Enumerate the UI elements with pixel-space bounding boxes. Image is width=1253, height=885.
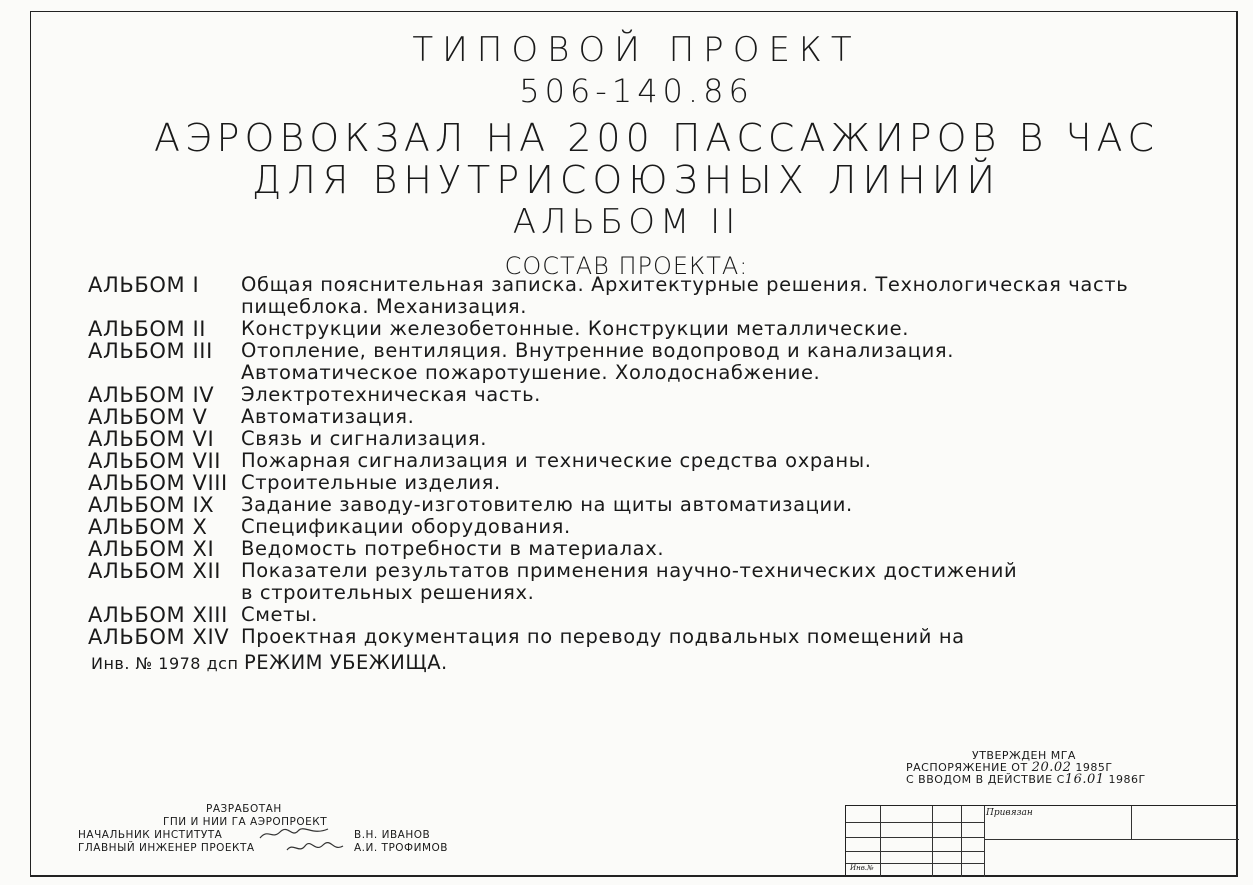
inventory-prefix: Инв. № bbox=[91, 654, 153, 673]
album-description-line: Спецификации оборудования. bbox=[241, 515, 571, 538]
project-title-line1: АЭРОВОКЗАЛ НА 200 ПАССАЖИРОВ В ЧАС bbox=[154, 116, 1159, 160]
album-description-line: Показатели результатов применения научно-технических достижений bbox=[241, 559, 1018, 582]
album-label: АЛЬБОМ III bbox=[88, 339, 213, 363]
album-description bbox=[241, 274, 1168, 318]
album-description-line: Общая пояснительная записка. Архитектурные решения. Технологическая часть bbox=[241, 273, 1129, 296]
album-description-line: Строительные изделия. bbox=[241, 471, 501, 494]
album-list bbox=[88, 274, 1168, 648]
album-description bbox=[241, 384, 1168, 406]
effective-date: 16.01 bbox=[1064, 772, 1105, 787]
album-description bbox=[241, 494, 1168, 516]
title-stamp bbox=[845, 805, 1238, 877]
stamp-row-line bbox=[846, 851, 984, 852]
stamp-divider bbox=[1131, 806, 1132, 839]
album-description bbox=[241, 406, 1168, 428]
album-row bbox=[88, 318, 1168, 340]
stamp-divider bbox=[880, 806, 881, 877]
stamp-row-line bbox=[846, 837, 984, 838]
album-row bbox=[88, 538, 1168, 560]
album-description-line: пищеблока. Механизация. bbox=[241, 295, 528, 318]
album-row bbox=[88, 406, 1168, 428]
inventory-value: 1978 bbox=[158, 654, 201, 673]
chief-engineer-signature bbox=[285, 840, 345, 856]
chief-engineer-name: А.И. ТРОФИМОВ bbox=[354, 842, 448, 854]
album-row bbox=[88, 450, 1168, 472]
album-row bbox=[88, 604, 1168, 626]
stamp-divider bbox=[932, 806, 933, 877]
album-description-line: Электротехническая часть. bbox=[241, 383, 541, 406]
project-contents-heading: СОСТАВ ПРОЕКТА: bbox=[504, 252, 749, 280]
album-description-line: Конструкции железобетонные. Конструкции металлические. bbox=[241, 317, 910, 340]
director-role: НАЧАЛЬНИК ИНСТИТУТА bbox=[78, 829, 223, 841]
album-row bbox=[88, 560, 1168, 604]
album-row bbox=[88, 626, 1168, 648]
inventory-suffix: дсп bbox=[206, 654, 239, 673]
album-description-line: Автоматизация. bbox=[241, 405, 415, 428]
chief-engineer-role: ГЛАВНЫЙ ИНЖЕНЕР ПРОЕКТА bbox=[78, 842, 255, 854]
director-name: В.Н. ИВАНОВ bbox=[354, 829, 431, 841]
album-description bbox=[241, 318, 1168, 340]
album-description-line: Пожарная сигнализация и технические средства охраны. bbox=[241, 449, 872, 472]
stamp-divider bbox=[961, 806, 962, 877]
album-label: АЛЬБОМ XI bbox=[88, 537, 215, 561]
chief-engineer-line bbox=[78, 842, 448, 855]
album-description-line: Задание заводу-изготовителю на щиты автоматизации. bbox=[241, 493, 853, 516]
album-label: АЛЬБОМ I bbox=[88, 273, 200, 297]
album-description-line: Отопление, вентиляция. Внутренние водопровод и канализация. bbox=[241, 339, 954, 362]
inventory-number bbox=[91, 651, 448, 674]
stamp-inv-label: Инв.№ bbox=[850, 864, 874, 872]
effective-prefix: С ВВОДОМ В ДЕЙСТВИЕ С bbox=[906, 773, 1065, 786]
album-row bbox=[88, 384, 1168, 406]
order-year: 1985Г bbox=[1075, 761, 1113, 774]
album-description-line: Автоматическое пожаротушение. Холодоснабжение. bbox=[241, 361, 821, 384]
effective-line bbox=[906, 774, 1146, 786]
album-row bbox=[88, 516, 1168, 538]
album-label: АЛЬБОМ IV bbox=[88, 383, 215, 407]
project-title-line2: ДЛЯ ВНУТРИСОЮЗНЫХ ЛИНИЙ bbox=[251, 158, 1002, 202]
album-label: АЛЬБОМ VIII bbox=[88, 471, 228, 495]
album-description-line: Связь и сигнализация. bbox=[241, 427, 488, 450]
album-label: АЛЬБОМ XIV bbox=[88, 625, 230, 649]
album-row bbox=[88, 494, 1168, 516]
album-description bbox=[241, 428, 1168, 450]
album-description bbox=[241, 604, 1168, 626]
album-label: АЛЬБОМ X bbox=[88, 515, 208, 539]
album-description-line: в строительных решениях. bbox=[241, 581, 535, 604]
project-type-title: ТИПОВОЙ ПРОЕКТ bbox=[412, 30, 861, 70]
album-description bbox=[241, 626, 1168, 648]
album-description bbox=[241, 516, 1168, 538]
album-title: АЛЬБОМ II bbox=[512, 202, 741, 242]
album-description bbox=[241, 538, 1168, 560]
album-description bbox=[241, 472, 1168, 494]
album-row bbox=[88, 472, 1168, 494]
album-row bbox=[88, 340, 1168, 384]
bound-label: Привязан bbox=[986, 808, 1033, 818]
effective-year: 1986Г bbox=[1108, 773, 1146, 786]
stamp-row-line bbox=[984, 839, 1239, 840]
developer-heading: РАЗРАБОТАН bbox=[206, 803, 282, 815]
album-label: АЛЬБОМ II bbox=[88, 317, 207, 341]
album-description bbox=[241, 560, 1168, 604]
order-prefix: РАСПОРЯЖЕНИЕ ОТ bbox=[906, 761, 1028, 774]
album-xiv-continuation: РЕЖИМ УБЕЖИЩА. bbox=[244, 651, 448, 674]
album-description bbox=[241, 450, 1168, 472]
stamp-row-line bbox=[846, 822, 984, 823]
stamp-divider bbox=[984, 806, 985, 877]
album-label: АЛЬБОМ IX bbox=[88, 493, 215, 517]
album-description-line: Сметы. bbox=[241, 603, 318, 626]
album-description bbox=[241, 340, 1168, 384]
album-label: АЛЬБОМ VI bbox=[88, 427, 215, 451]
album-description-line: Ведомость потребности в материалах. bbox=[241, 537, 665, 560]
album-label: АЛЬБОМ XIII bbox=[88, 603, 228, 627]
album-row bbox=[88, 274, 1168, 318]
album-description-line: Проектная документация по переводу подвальных помещений на bbox=[241, 625, 965, 648]
album-label: АЛЬБОМ VII bbox=[88, 449, 222, 473]
approval-line: УТВЕРЖДЕН МГА bbox=[972, 749, 1076, 762]
approval-note bbox=[906, 750, 1146, 786]
album-label: АЛЬБОМ XII bbox=[88, 559, 222, 583]
album-label: АЛЬБОМ V bbox=[88, 405, 208, 429]
order-date: 20.02 bbox=[1031, 760, 1072, 775]
album-row bbox=[88, 428, 1168, 450]
developer-org: ГПИ И НИИ ГА АЭРОПРОЕКТ bbox=[163, 816, 328, 828]
project-number: 506-140.86 bbox=[519, 72, 754, 110]
